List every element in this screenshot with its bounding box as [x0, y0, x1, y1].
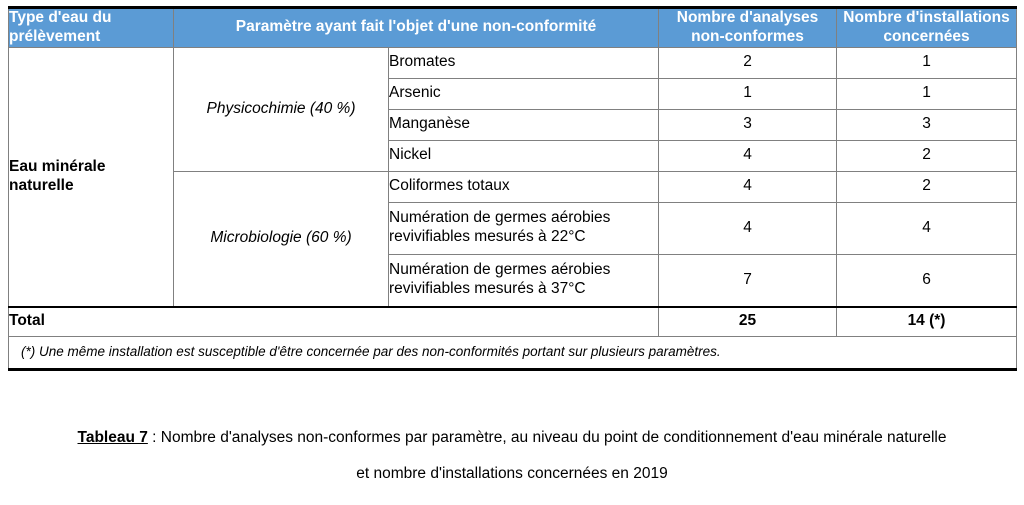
- cell-installations-count: 2: [837, 140, 1017, 171]
- cell-water-type: Eau minérale naturelle: [9, 47, 174, 307]
- cell-total-label: Total: [9, 307, 659, 337]
- cell-parameter: Numération de germes aérobies revivifiables mesurés à 22°C: [389, 202, 659, 254]
- cell-parameter: Numération de germes aérobies revivifiables mesurés à 37°C: [389, 254, 659, 307]
- table-row: [9, 47, 1017, 78]
- cell-analyses-count: 3: [659, 109, 837, 140]
- cell-family-microbiologie: Microbiologie (60 %): [174, 171, 389, 307]
- cell-parameter: Manganèse: [389, 109, 659, 140]
- cell-installations-count: 4: [837, 202, 1017, 254]
- column-header-nonconforming-analyses: Nombre d'analyses non-conformes: [659, 8, 837, 48]
- cell-analyses-count: 1: [659, 78, 837, 109]
- cell-installations-count: 1: [837, 47, 1017, 78]
- cell-installations-count: 6: [837, 254, 1017, 307]
- column-header-installations-concerned: Nombre d'installations concernées: [837, 8, 1017, 48]
- table-footnote-row: [9, 336, 1017, 369]
- cell-parameter: Coliformes totaux: [389, 171, 659, 202]
- table-header: [9, 8, 1017, 48]
- cell-parameter: Arsenic: [389, 78, 659, 109]
- table-footnote: (*) Une même installation est susceptible d'être concernée par des non-conformités portant sur plusieurs paramètres.: [9, 336, 1017, 369]
- cell-total-analyses: 25: [659, 307, 837, 337]
- cell-analyses-count: 4: [659, 202, 837, 254]
- cell-family-physicochimie: Physicochimie (40 %): [174, 47, 389, 171]
- caption-line-1: [12, 428, 1012, 448]
- table-caption: [12, 428, 1012, 500]
- header-row: [9, 8, 1017, 48]
- cell-analyses-count: 7: [659, 254, 837, 307]
- cell-installations-count: 2: [837, 171, 1017, 202]
- cell-analyses-count: 4: [659, 140, 837, 171]
- cell-installations-count: 3: [837, 109, 1017, 140]
- column-header-water-type: Type d'eau du prélèvement: [9, 8, 174, 48]
- table-total-row: [9, 307, 1017, 337]
- cell-parameter: Bromates: [389, 47, 659, 78]
- cell-total-installations: 14 (*): [837, 307, 1017, 337]
- caption-tag: Tableau 7: [77, 429, 148, 446]
- column-header-parameter: Paramètre ayant fait l'objet d'une non-conformité: [174, 8, 659, 48]
- cell-installations-count: 1: [837, 78, 1017, 109]
- non-conformity-table: [8, 6, 1017, 371]
- caption-text-1: : Nombre d'analyses non-conformes par paramètre, au niveau du point de conditionnement d'eau minérale naturelle: [147, 429, 947, 446]
- table-container: [8, 6, 1016, 371]
- caption-line-2: et nombre d'installations concernées en 2019: [356, 465, 668, 483]
- cell-parameter: Nickel: [389, 140, 659, 171]
- cell-analyses-count: 4: [659, 171, 837, 202]
- table-body: [9, 47, 1017, 369]
- cell-analyses-count: 2: [659, 47, 837, 78]
